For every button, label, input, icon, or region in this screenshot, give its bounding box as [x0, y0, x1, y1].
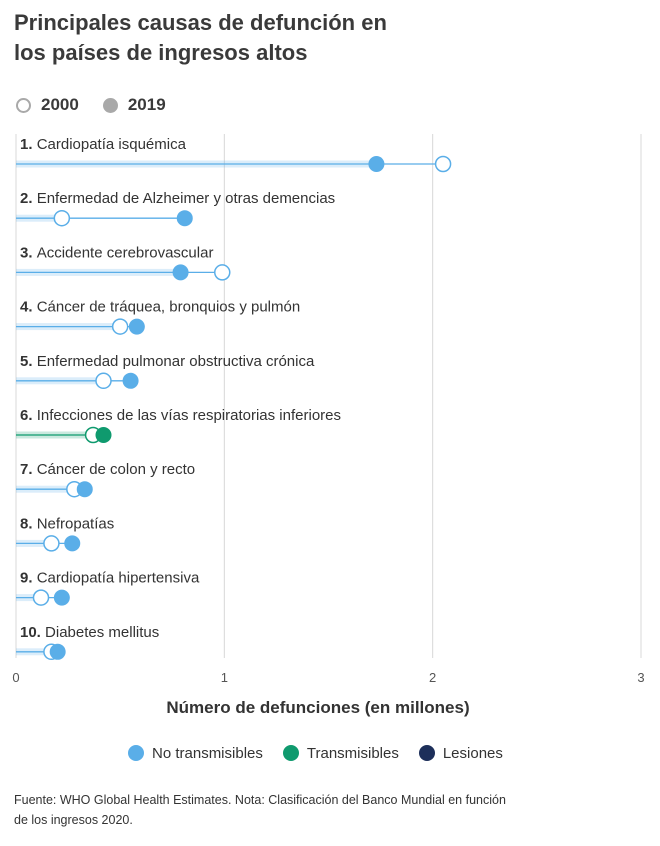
- x-tick-label: 3: [637, 670, 645, 685]
- dot-2000: [96, 373, 111, 388]
- x-tick-label: 1: [220, 670, 228, 685]
- row-label: [20, 515, 114, 532]
- dot-2000: [44, 536, 59, 551]
- row-label: [20, 244, 213, 261]
- chart-title-line-2: los países de ingresos altos: [14, 40, 308, 65]
- legend-label-transmisibles: Transmisibles: [306, 744, 399, 762]
- chart-title-line-1: Principales causas de defunción en: [14, 10, 387, 35]
- x-tick-label: 2: [429, 670, 437, 685]
- legend-label-2019: 2019: [127, 95, 166, 114]
- dot-2019: [50, 644, 66, 660]
- row-rank: 2.: [20, 190, 37, 208]
- legend-label-no-transmisibles: No transmisibles: [152, 744, 263, 762]
- row-name: Enfermedad de Alzheimer y otras demencias: [36, 190, 336, 208]
- row-rank: 7.: [20, 461, 37, 479]
- dot-2019: [77, 481, 93, 497]
- dot-2000: [436, 157, 451, 172]
- row-name: Enfermedad pulmonar obstructiva crónica: [36, 352, 315, 370]
- row-name: Cardiopatía hipertensiva: [36, 569, 200, 587]
- row-rank: 6.: [20, 407, 37, 424]
- row-rank: 9.: [20, 569, 37, 587]
- row-name: Cáncer de tráquea, bronquios y pulmón: [36, 298, 301, 316]
- transmisibles-swatch-icon: [283, 745, 299, 761]
- source-line-2: de los ingresos 2020.: [14, 813, 133, 827]
- row-label: [20, 461, 195, 478]
- x-axis-title: Número de defunciones (en millones): [166, 698, 470, 717]
- dot-2019: [96, 427, 112, 443]
- dot-2000: [113, 319, 128, 334]
- legend-item-transmisibles[interactable]: [283, 745, 399, 762]
- row-name: Cáncer de colon y recto: [36, 461, 196, 479]
- dot-2019: [368, 156, 384, 172]
- dot-2019: [177, 210, 193, 226]
- row-rank: 10.: [20, 623, 46, 641]
- row-label: [20, 299, 300, 316]
- dot-2019: [129, 319, 145, 335]
- row-name: Infecciones de las vías respiratorias inferiores: [36, 407, 341, 424]
- category-legend: [128, 743, 523, 763]
- row-name: Cardiopatía isquémica: [36, 136, 186, 153]
- row-name: Diabetes mellitus: [45, 623, 160, 641]
- row-label: [20, 624, 159, 641]
- dot-2019: [123, 373, 139, 389]
- dot-2000: [54, 211, 69, 226]
- row-label: [20, 407, 341, 424]
- dot-2000: [34, 590, 49, 605]
- row-rank: 5.: [20, 352, 37, 370]
- row-rank: 4.: [20, 298, 37, 316]
- lesiones-swatch-icon: [419, 745, 435, 761]
- dot-2000: [215, 265, 230, 280]
- row-label: [20, 190, 335, 207]
- dot-2019: [54, 590, 70, 606]
- legend-label-2000: 2000: [41, 95, 79, 114]
- row-label: [20, 136, 187, 153]
- row-rank: 3.: [20, 244, 37, 262]
- source-note: [14, 790, 574, 830]
- dot-2019: [173, 264, 189, 280]
- row-name: Nefropatías: [36, 515, 115, 533]
- dot-2019: [64, 535, 80, 551]
- x-tick-label: 0: [12, 670, 20, 685]
- row-name: Accidente cerebrovascular: [36, 244, 214, 262]
- row-rank: 8.: [20, 515, 37, 533]
- no-transmisibles-swatch-icon: [128, 745, 144, 761]
- legend-label-lesiones: Lesiones: [442, 744, 503, 762]
- legend-item-lesiones[interactable]: [419, 745, 503, 762]
- row-label: [20, 570, 200, 587]
- source-line-1: Fuente: WHO Global Health Estimates. Nota: Clasificación del Banco Mundial en función: [14, 793, 506, 807]
- legend-item-no-transmisibles[interactable]: [128, 745, 263, 762]
- row-label: [20, 353, 315, 370]
- row-rank: 1.: [20, 136, 37, 153]
